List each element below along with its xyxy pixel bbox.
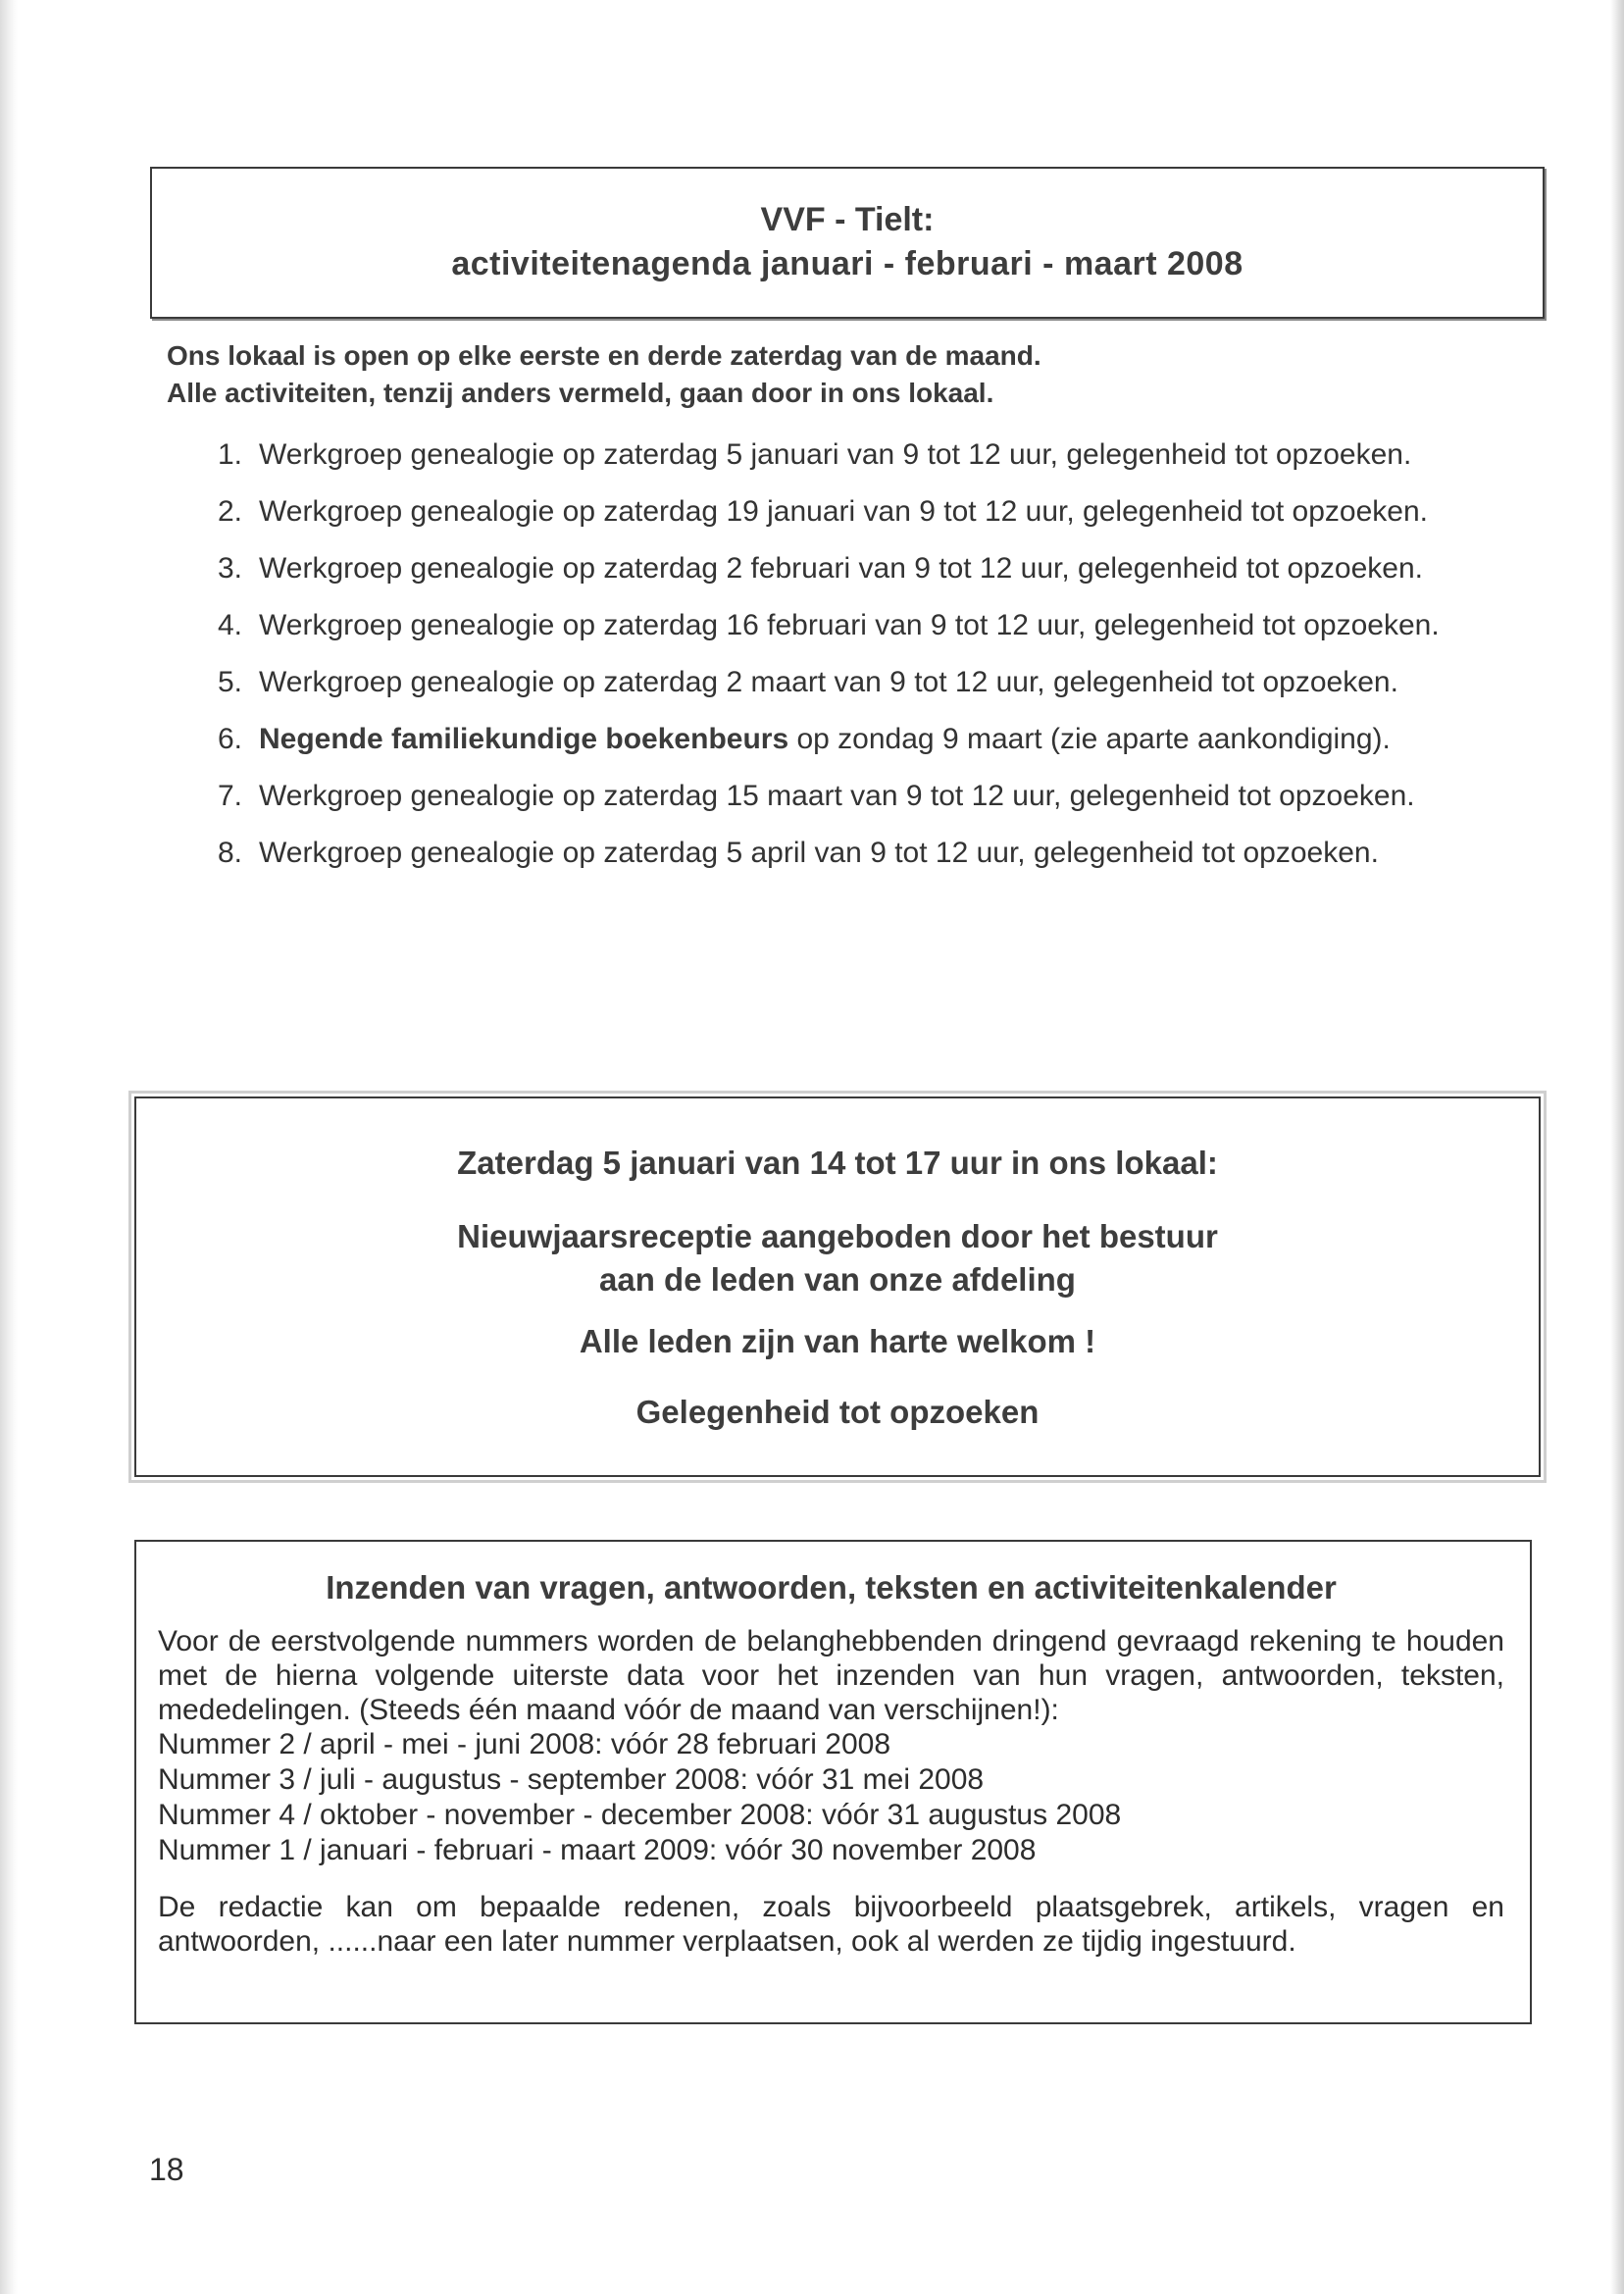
agenda-item-number: 2. xyxy=(218,495,243,528)
deadline-line: Nummer 2 / april - mei - juni 2008: vóór 28 februari 2008 xyxy=(158,1728,891,1760)
agenda-item-number: 1. xyxy=(218,438,243,471)
header-subtitle: activiteitenagenda januari - februari - maart 2008 xyxy=(451,245,1243,282)
agenda-item-text: Werkgroep genealogie op zaterdag 5 januari van 9 tot 12 uur, gelegenheid tot opzoeken. xyxy=(259,438,1412,471)
agenda-item-rest-text: op zondag 9 maart (zie aparte aankondiging). xyxy=(788,723,1391,755)
header-title: VVF - Tielt: xyxy=(760,201,935,238)
deadline-line: Nummer 4 / oktober - november - december 2008: vóór 31 augustus 2008 xyxy=(158,1799,1122,1831)
intro-line-2: Alle activiteiten, tenzij anders vermeld, gaan door in ons lokaal. xyxy=(167,378,994,408)
reception-description-line-2: aan de leden van onze afdeling xyxy=(599,1261,1076,1298)
scan-edge-right xyxy=(1610,0,1624,2294)
deadline-line: Nummer 1 / januari - februari - maart 2009: vóór 30 november 2008 xyxy=(158,1834,1037,1866)
header-box xyxy=(150,167,1545,319)
agenda-item-text: Werkgroep genealogie op zaterdag 16 februari van 9 tot 12 uur, gelegenheid tot opzoeken. xyxy=(259,609,1440,641)
agenda-item xyxy=(218,495,1532,529)
agenda-item-number: 7. xyxy=(218,780,243,812)
agenda-item-text: Werkgroep genealogie op zaterdag 2 februari van 9 tot 12 uur, gelegenheid tot opzoeken. xyxy=(259,552,1423,585)
agenda-item-number: 3. xyxy=(218,552,243,585)
agenda-item-text xyxy=(259,723,1532,756)
submission-body xyxy=(158,1624,1504,1868)
agenda-item xyxy=(218,723,1532,756)
submission-title: Inzenden van vragen, antwoorden, teksten en activiteitenkalender xyxy=(326,1569,1337,1606)
agenda-item-number: 5. xyxy=(218,666,243,698)
agenda-item xyxy=(218,780,1532,813)
agenda-item xyxy=(218,666,1532,699)
scan-edge-left xyxy=(0,0,18,2294)
agenda-item-number: 8. xyxy=(218,837,243,869)
reception-description-line-1: Nieuwjaarsreceptie aangeboden door het bestuur xyxy=(457,1218,1218,1254)
deadline-line: Nummer 3 / juli - augustus - september 2008: vóór 31 mei 2008 xyxy=(158,1763,985,1796)
submission-box xyxy=(134,1540,1532,2024)
agenda-item-text: Werkgroep genealogie op zaterdag 5 april van 9 tot 12 uur, gelegenheid tot opzoeken. xyxy=(259,837,1379,869)
agenda-item-number: 6. xyxy=(218,723,243,755)
agenda-item-bold-text: Negende familiekundige boekenbeurs xyxy=(259,723,789,755)
reception-welcome: Alle leden zijn van harte welkom ! xyxy=(579,1323,1096,1359)
reception-box xyxy=(134,1096,1541,1477)
agenda-list xyxy=(218,438,1532,893)
submission-footer: De redactie kan om bepaalde redenen, zoals bijvoorbeeld plaatsgebrek, artikels, vragen en antwoorden, ......naar een later nummer verplaatsen, ook al werden ze tijdig ingestuurd. xyxy=(158,1891,1504,1958)
agenda-item xyxy=(218,438,1532,472)
agenda-item-text: Werkgroep genealogie op zaterdag 2 maart van 9 tot 12 uur, gelegenheid tot opzoeken. xyxy=(259,666,1398,698)
agenda-item xyxy=(218,552,1532,586)
reception-description xyxy=(136,1215,1539,1301)
agenda-item xyxy=(218,609,1532,642)
page-number: 18 xyxy=(149,2152,184,2187)
agenda-item-text: Werkgroep genealogie op zaterdag 19 januari van 9 tot 12 uur, gelegenheid tot opzoeken. xyxy=(259,495,1428,528)
reception-when: Zaterdag 5 januari van 14 tot 17 uur in ons lokaal: xyxy=(457,1145,1218,1181)
reception-research: Gelegenheid tot opzoeken xyxy=(635,1394,1040,1430)
agenda-item xyxy=(218,837,1532,870)
agenda-item-number: 4. xyxy=(218,609,243,641)
submission-intro: Voor de eerstvolgende nummers worden de belanghebbenden dringend gevraagd rekening te houden met de hierna volgende uiterste data voor het inzenden van hun vragen, antwoorden, teksten, mededelingen. (Steeds één maand vóór de maand van verschijnen!): xyxy=(158,1625,1504,1726)
intro-text xyxy=(167,337,1540,412)
agenda-item-text: Werkgroep genealogie op zaterdag 15 maart van 9 tot 12 uur, gelegenheid tot opzoeken. xyxy=(259,780,1415,812)
intro-line-1: Ons lokaal is open op elke eerste en derde zaterdag van de maand. xyxy=(167,340,1041,371)
